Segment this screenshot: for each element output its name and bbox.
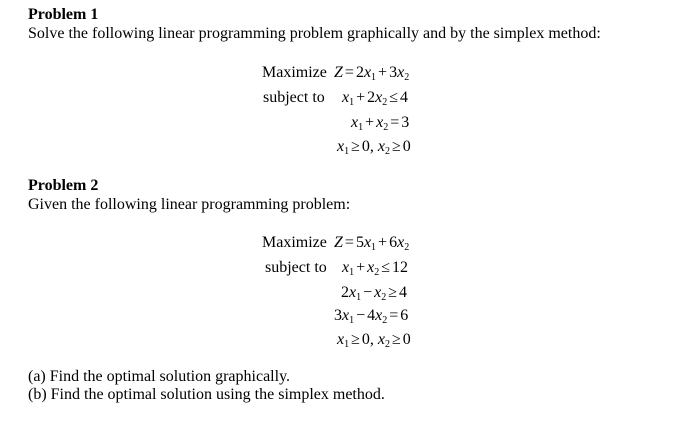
nn-sub-2: 2 — [385, 146, 390, 157]
problem-2-constraint-3: $3x_1 - 4x_2 = 6$ — [334, 307, 409, 326]
problem-2-nonnegativity: $x_1 \ge 0$, $x_2 \ge 0$ — [337, 331, 411, 350]
p2c1-sub-1: 1 — [349, 267, 355, 278]
nn-sub-1: 1 — [344, 146, 350, 157]
c1-sub-2: 2 — [382, 97, 388, 108]
obj-sub-1: 1 — [371, 72, 377, 83]
p2nn-v-2: 0 — [402, 331, 411, 348]
obj2-coef-2: 6 — [389, 234, 398, 251]
p2c3-rel: = — [389, 307, 399, 324]
nn-v-1: 0 — [361, 138, 370, 155]
problem-2-maximize-label: Maximize — [262, 234, 327, 251]
p2c3-sub-1: 1 — [349, 315, 355, 326]
problem-2-instruction: Given the following linear programming problem: — [28, 196, 351, 213]
problem-2-heading: Problem 2 — [28, 177, 99, 194]
p2c1-op: + — [356, 259, 366, 276]
p2c3-coef-2: 4 — [367, 307, 376, 324]
problem-1-constraint-2: $x_1 + x_2 = 3$ — [351, 114, 410, 133]
p2c2-sub-1: 1 — [356, 292, 362, 303]
p2c3-sub-2: 2 — [382, 315, 388, 326]
c1-op: + — [356, 89, 366, 106]
p2c1-sub-2: 2 — [374, 267, 380, 278]
obj-coef-2: 3 — [389, 64, 398, 81]
p2c2-coef-1: 2 — [341, 284, 349, 301]
p2nn-rel-2: ≥ — [392, 331, 401, 348]
nn-rel-1: ≥ — [351, 138, 360, 155]
nn-v-2: 0 — [402, 138, 411, 155]
problem-1-objective: $Z = 2x_1 + 3x_2$ — [334, 64, 410, 83]
c2-sub-1: 1 — [358, 122, 364, 133]
p2c2-rel: ≥ — [388, 284, 398, 301]
obj-coef-1: 2 — [355, 64, 364, 81]
p2c2-op: − — [363, 284, 373, 301]
obj2-var: Z — [334, 234, 343, 251]
problem-2-subject-to-label: subject to — [265, 259, 327, 276]
c1-rhs: 4 — [400, 89, 409, 106]
p2nn-sub-2: 2 — [385, 339, 390, 350]
p2c2-sub-2: 2 — [381, 292, 387, 303]
p2c2-rhs: 4 — [399, 284, 408, 301]
c1-coef-2: 2 — [367, 89, 376, 106]
problem-2-part-b: (b) Find the optimal solution using the simplex method. — [28, 386, 385, 403]
problem-1-maximize-label: Maximize — [262, 64, 327, 81]
p2c1-rel: ≤ — [381, 259, 391, 276]
p2c3-rhs: 6 — [400, 307, 409, 324]
p2c3-op: − — [356, 307, 366, 324]
problem-1-nonnegativity: $x_1 \ge 0$, $x_2 \ge 0$ — [337, 138, 411, 157]
c2-sub-2: 2 — [383, 122, 389, 133]
problem-2-objective: $Z = 5x_1 + 6x_2$ — [334, 234, 410, 253]
p2c1-rhs: 12 — [392, 259, 409, 276]
nn-rel-2: ≥ — [392, 138, 401, 155]
problem-2-constraint-2: $2x_1 - x_2 \ge 4$ — [341, 284, 408, 303]
p2nn-sub-1: 1 — [344, 339, 350, 350]
problem-1-instruction: Solve the following linear programming problem graphically and by the simplex method: — [28, 25, 601, 42]
p2nn-v-1: 0 — [361, 331, 370, 348]
p2nn-rel-1: ≥ — [351, 331, 360, 348]
p2c3-coef-1: 3 — [334, 307, 342, 324]
obj2-coef-1: 5 — [355, 234, 364, 251]
obj-sub-2: 2 — [404, 72, 410, 83]
problem-2-part-a: (a) Find the optimal solution graphically. — [28, 368, 291, 385]
obj2-sub-2: 2 — [404, 242, 410, 253]
c2-rhs: 3 — [401, 114, 410, 131]
problem-1-heading: Problem 1 — [28, 6, 99, 23]
problem-2-constraint-1: $x_1 + x_2 \le 12$ — [342, 259, 409, 278]
c1-rel: ≤ — [389, 89, 399, 106]
c2-rel: = — [390, 114, 400, 131]
problem-1-subject-to-label: subject to — [263, 89, 325, 106]
obj-var: Z — [334, 64, 343, 81]
c2-op: + — [365, 114, 375, 131]
obj2-sub-1: 1 — [371, 242, 377, 253]
problem-1-constraint-1: $x_1 + 2x_2 \le 4$ — [342, 89, 409, 108]
c1-sub-1: 1 — [349, 97, 355, 108]
